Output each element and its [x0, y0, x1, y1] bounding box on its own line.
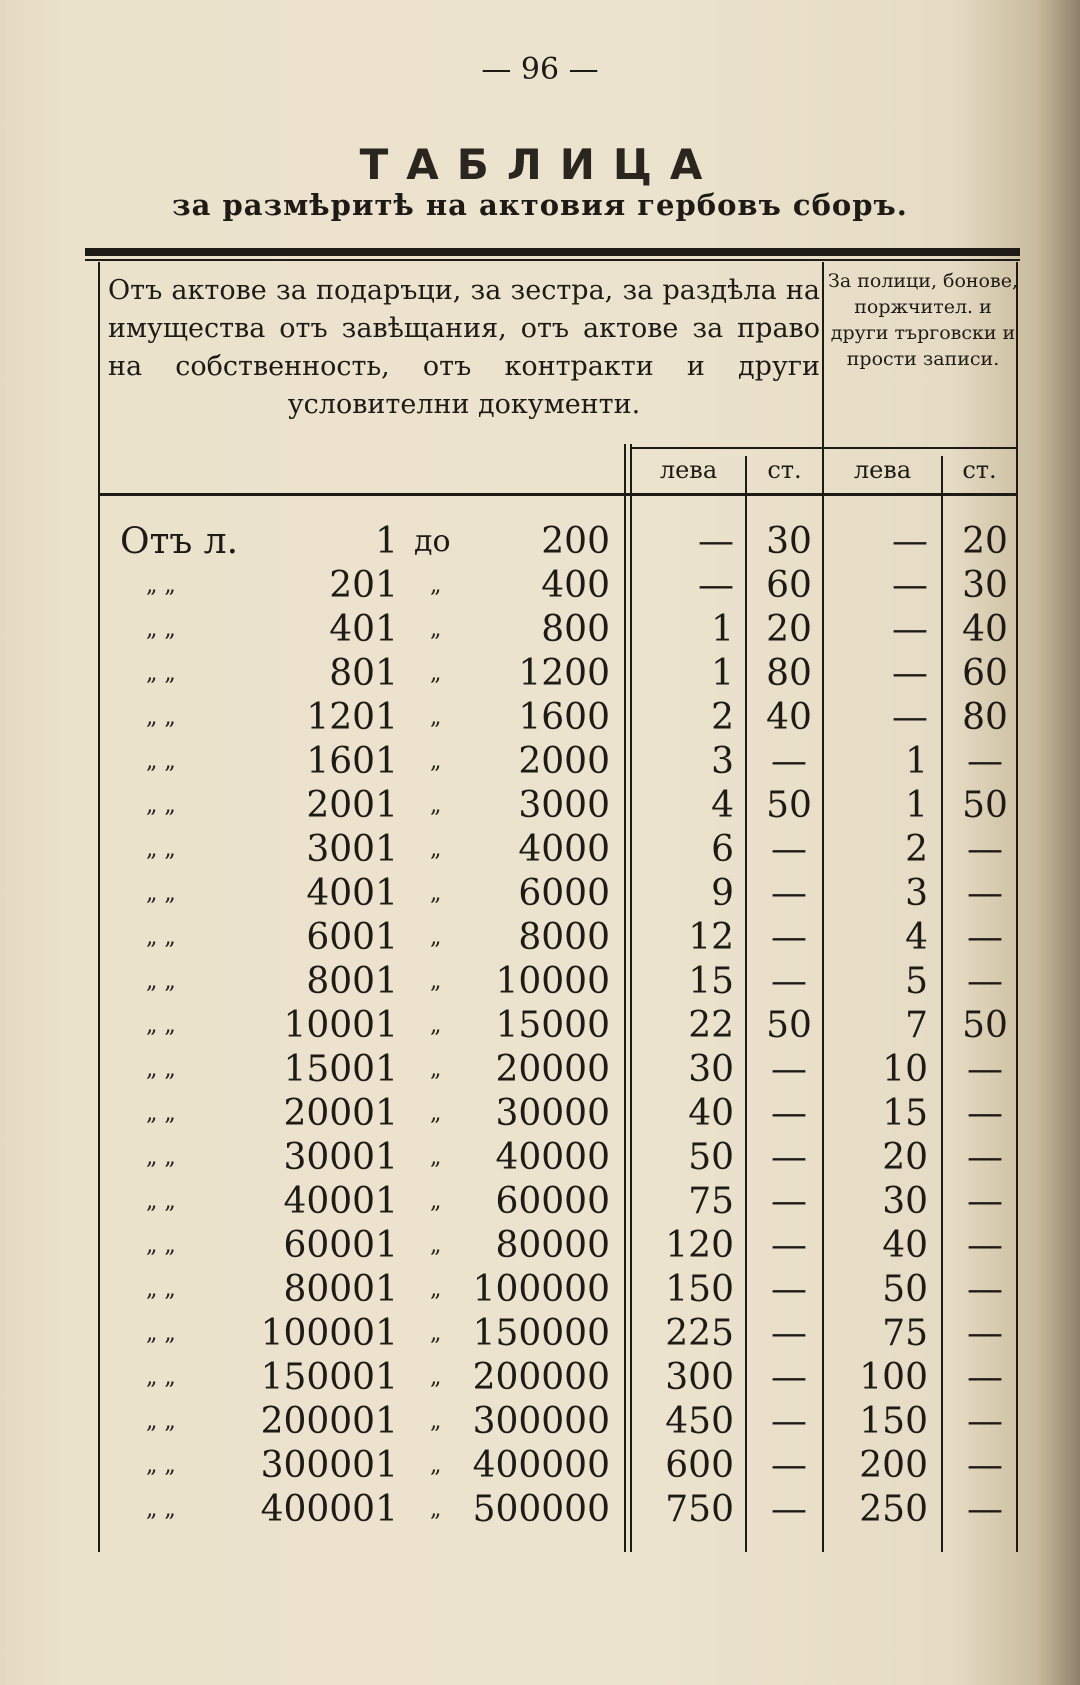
- bills-leva: —: [892, 609, 928, 650]
- header-side-description: За полици, бонове, поржчител. и други търговски и прости записи.: [828, 270, 1018, 370]
- row-label-ditto: „ „: [146, 1101, 176, 1126]
- acts-leva: 2: [711, 697, 734, 738]
- range-from: 20001: [283, 1093, 398, 1134]
- range-to: 1200: [518, 653, 610, 694]
- range-from: 200001: [260, 1401, 398, 1442]
- acts-leva: 1: [711, 653, 734, 694]
- table-row: [0, 564, 1080, 608]
- range-connector-ditto: „: [430, 1365, 442, 1390]
- range-to: 200: [541, 521, 610, 562]
- bills-leva: 50: [882, 1269, 928, 1310]
- acts-leva: 3: [711, 741, 734, 782]
- row-label-ditto: „ „: [146, 1057, 176, 1082]
- range-to: 6000: [518, 873, 610, 914]
- bills-leva: 150: [859, 1401, 928, 1442]
- range-connector-ditto: „: [430, 617, 442, 642]
- range-connector-ditto: „: [430, 1057, 442, 1082]
- row-label-ditto: „ „: [146, 1365, 176, 1390]
- acts-stotinki: —: [771, 1181, 807, 1222]
- row-label-ditto: „ „: [146, 617, 176, 642]
- range-from: 80001: [283, 1269, 398, 1310]
- range-connector-ditto: „: [430, 1101, 442, 1126]
- page-number: — 96 —: [481, 52, 599, 87]
- range-connector-ditto: „: [430, 1277, 442, 1302]
- acts-leva: 300: [665, 1357, 734, 1398]
- range-to: 150000: [472, 1313, 610, 1354]
- table-row: [0, 1400, 1080, 1444]
- acts-stotinki: —: [771, 1357, 807, 1398]
- range-to: 60000: [495, 1181, 610, 1222]
- range-connector-ditto: „: [430, 1145, 442, 1170]
- acts-stotinki: 30: [766, 521, 812, 562]
- bills-leva: 40: [882, 1225, 928, 1266]
- range-from: 8001: [306, 961, 398, 1002]
- range-from: 60001: [283, 1225, 398, 1266]
- bills-stotinki: —: [967, 1489, 1003, 1530]
- range-to: 400: [541, 565, 610, 606]
- bills-leva: 4: [905, 917, 928, 958]
- range-to: 1600: [518, 697, 610, 738]
- bills-leva: 30: [882, 1181, 928, 1222]
- acts-stotinki: 80: [766, 653, 812, 694]
- row-label-ditto: „ „: [146, 1233, 176, 1258]
- range-connector-ditto: „: [430, 793, 442, 818]
- range-from: 2001: [306, 785, 398, 826]
- bills-stotinki: —: [967, 1401, 1003, 1442]
- table-row: [0, 1136, 1080, 1180]
- range-connector-ditto: „: [430, 1321, 442, 1346]
- bills-leva: 15: [882, 1093, 928, 1134]
- row-label-ditto: „ „: [146, 705, 176, 730]
- acts-leva: 40: [688, 1093, 734, 1134]
- range-connector-ditto: „: [430, 837, 442, 862]
- bills-stotinki: —: [967, 917, 1003, 958]
- range-to: 200000: [472, 1357, 610, 1398]
- column-header-leva-2: лева: [853, 456, 912, 484]
- acts-stotinki: 40: [766, 697, 812, 738]
- acts-stotinki: —: [771, 917, 807, 958]
- page-title: ТАБЛИЦА: [359, 140, 721, 189]
- bills-leva: 250: [859, 1489, 928, 1530]
- acts-stotinki: —: [771, 873, 807, 914]
- bills-stotinki: —: [967, 1313, 1003, 1354]
- acts-leva: —: [698, 565, 734, 606]
- row-label-ditto: „ „: [146, 793, 176, 818]
- acts-leva: 600: [665, 1445, 734, 1486]
- bills-stotinki: —: [967, 1137, 1003, 1178]
- bills-leva: 20: [882, 1137, 928, 1178]
- bills-stotinki: 30: [962, 565, 1008, 606]
- row-label-ditto: „ „: [146, 1453, 176, 1478]
- range-from: 300001: [260, 1445, 398, 1486]
- table-row: [0, 1092, 1080, 1136]
- acts-stotinki: 60: [766, 565, 812, 606]
- bills-stotinki: —: [967, 1181, 1003, 1222]
- table-row: [0, 1004, 1080, 1048]
- bills-stotinki: 80: [962, 697, 1008, 738]
- bills-stotinki: 20: [962, 521, 1008, 562]
- bills-stotinki: 50: [962, 1005, 1008, 1046]
- bills-stotinki: —: [967, 1225, 1003, 1266]
- acts-leva: 9: [711, 873, 734, 914]
- acts-stotinki: —: [771, 1049, 807, 1090]
- table-row: [0, 1224, 1080, 1268]
- table-row: [0, 1312, 1080, 1356]
- row-label-ditto: „ „: [146, 1409, 176, 1434]
- range-connector-ditto: „: [430, 1013, 442, 1038]
- bills-stotinki: —: [967, 873, 1003, 914]
- range-to: 400000: [472, 1445, 610, 1486]
- range-connector-ditto: „: [430, 925, 442, 950]
- table-row: [0, 1180, 1080, 1224]
- range-from: 201: [329, 565, 398, 606]
- row-label-ditto: „ „: [146, 1013, 176, 1038]
- range-connector: до: [414, 524, 451, 559]
- acts-leva: 30: [688, 1049, 734, 1090]
- bills-stotinki: 50: [962, 785, 1008, 826]
- row-label-ditto: „ „: [146, 661, 176, 686]
- row-label: Отъ л.: [120, 521, 239, 562]
- range-from: 3001: [306, 829, 398, 870]
- acts-leva: 450: [665, 1401, 734, 1442]
- bills-leva: 3: [905, 873, 928, 914]
- bills-leva: 10: [882, 1049, 928, 1090]
- range-connector-ditto: „: [430, 1453, 442, 1478]
- header-description: Отъ актове за подаръци, за зестра, за раздѣла на имущества отъ завѣщания, отъ актове за право на собственность, отъ контракти и други условителни документи.: [108, 275, 820, 420]
- range-from: 40001: [283, 1181, 398, 1222]
- acts-leva: 22: [688, 1005, 734, 1046]
- table-row: [0, 1268, 1080, 1312]
- column-header-st-1: ст.: [767, 456, 802, 484]
- bills-leva: 200: [859, 1445, 928, 1486]
- range-from: 801: [329, 653, 398, 694]
- acts-leva: 12: [688, 917, 734, 958]
- range-connector-ditto: „: [430, 1189, 442, 1214]
- bills-stotinki: —: [967, 1093, 1003, 1134]
- range-to: 4000: [518, 829, 610, 870]
- row-label-ditto: „ „: [146, 881, 176, 906]
- range-to: 100000: [472, 1269, 610, 1310]
- header-bottom-rule: [100, 493, 1016, 496]
- column-header-st-2: ст.: [962, 456, 997, 484]
- row-label-ditto: „ „: [146, 1189, 176, 1214]
- acts-stotinki: —: [771, 1269, 807, 1310]
- bills-leva: —: [892, 653, 928, 694]
- range-from: 30001: [283, 1137, 398, 1178]
- acts-stotinki: 20: [766, 609, 812, 650]
- range-connector-ditto: „: [430, 705, 442, 730]
- bills-stotinki: —: [967, 961, 1003, 1002]
- bills-leva: 2: [905, 829, 928, 870]
- row-label-ditto: „ „: [146, 573, 176, 598]
- row-label-ditto: „ „: [146, 1145, 176, 1170]
- range-from: 400001: [260, 1489, 398, 1530]
- table-row: [0, 696, 1080, 740]
- acts-stotinki: 50: [766, 785, 812, 826]
- table-row: [0, 960, 1080, 1004]
- column-header-leva-1: лева: [659, 456, 718, 484]
- table-row: [0, 740, 1080, 784]
- acts-stotinki: —: [771, 1401, 807, 1442]
- range-to: 3000: [518, 785, 610, 826]
- bills-leva: 100: [859, 1357, 928, 1398]
- bills-leva: 1: [905, 785, 928, 826]
- range-to: 20000: [495, 1049, 610, 1090]
- row-label-ditto: „ „: [146, 969, 176, 994]
- row-label-ditto: „ „: [146, 837, 176, 862]
- bills-leva: 75: [882, 1313, 928, 1354]
- table-row: [0, 784, 1080, 828]
- bills-stotinki: —: [967, 1269, 1003, 1310]
- page-subtitle: за размѣритѣ на актовия гербовъ сборъ.: [172, 188, 908, 222]
- range-connector-ditto: „: [430, 573, 442, 598]
- range-connector-ditto: „: [430, 1497, 442, 1522]
- acts-leva: 4: [711, 785, 734, 826]
- range-from: 1201: [306, 697, 398, 738]
- range-from: 15001: [283, 1049, 398, 1090]
- bills-leva: —: [892, 565, 928, 606]
- bills-leva: 1: [905, 741, 928, 782]
- acts-leva: 120: [665, 1225, 734, 1266]
- bills-stotinki: —: [967, 829, 1003, 870]
- bills-leva: 7: [905, 1005, 928, 1046]
- acts-stotinki: —: [771, 1093, 807, 1134]
- range-to: 300000: [472, 1401, 610, 1442]
- range-from: 1: [375, 521, 398, 562]
- table-row: [0, 872, 1080, 916]
- table-row: [0, 828, 1080, 872]
- acts-stotinki: —: [771, 1313, 807, 1354]
- bills-leva: —: [892, 697, 928, 738]
- top-rule-thin: [85, 259, 1020, 261]
- range-to: 800: [541, 609, 610, 650]
- acts-leva: 6: [711, 829, 734, 870]
- range-to: 40000: [495, 1137, 610, 1178]
- bills-stotinki: —: [967, 1357, 1003, 1398]
- acts-leva: 1: [711, 609, 734, 650]
- range-to: 30000: [495, 1093, 610, 1134]
- bills-stotinki: —: [967, 1445, 1003, 1486]
- bills-stotinki: 60: [962, 653, 1008, 694]
- range-connector-ditto: „: [430, 661, 442, 686]
- table-row: [0, 1356, 1080, 1400]
- range-from: 6001: [306, 917, 398, 958]
- acts-stotinki: 50: [766, 1005, 812, 1046]
- bills-leva: 5: [905, 961, 928, 1002]
- range-to: 2000: [518, 741, 610, 782]
- acts-leva: 15: [688, 961, 734, 1002]
- range-from: 4001: [306, 873, 398, 914]
- acts-stotinki: —: [771, 1225, 807, 1266]
- acts-stotinki: —: [771, 961, 807, 1002]
- acts-stotinki: —: [771, 1445, 807, 1486]
- bills-stotinki: —: [967, 1049, 1003, 1090]
- range-connector-ditto: „: [430, 749, 442, 774]
- acts-leva: 50: [688, 1137, 734, 1178]
- row-label-ditto: „ „: [146, 1277, 176, 1302]
- table-row: [0, 520, 1080, 564]
- top-rule-thick: [85, 248, 1020, 256]
- acts-leva: 150: [665, 1269, 734, 1310]
- acts-stotinki: —: [771, 1489, 807, 1530]
- range-connector-ditto: „: [430, 969, 442, 994]
- range-from: 10001: [283, 1005, 398, 1046]
- row-label-ditto: „ „: [146, 1497, 176, 1522]
- range-to: 15000: [495, 1005, 610, 1046]
- table-row: [0, 1048, 1080, 1092]
- acts-leva: 750: [665, 1489, 734, 1530]
- acts-stotinki: —: [771, 741, 807, 782]
- unit-header-rule-top: [632, 447, 1016, 449]
- range-to: 80000: [495, 1225, 610, 1266]
- range-to: 8000: [518, 917, 610, 958]
- acts-leva: —: [698, 521, 734, 562]
- range-to: 500000: [472, 1489, 610, 1530]
- acts-stotinki: —: [771, 1137, 807, 1178]
- range-to: 10000: [495, 961, 610, 1002]
- row-label-ditto: „ „: [146, 925, 176, 950]
- table-row: [0, 608, 1080, 652]
- table-row: [0, 916, 1080, 960]
- range-from: 100001: [260, 1313, 398, 1354]
- range-from: 1601: [306, 741, 398, 782]
- table-row: [0, 652, 1080, 696]
- range-from: 401: [329, 609, 398, 650]
- bills-leva: —: [892, 521, 928, 562]
- bills-stotinki: 40: [962, 609, 1008, 650]
- range-connector-ditto: „: [430, 881, 442, 906]
- range-from: 150001: [260, 1357, 398, 1398]
- row-label-ditto: „ „: [146, 1321, 176, 1346]
- row-label-ditto: „ „: [146, 749, 176, 774]
- table-row: [0, 1444, 1080, 1488]
- table-row: [0, 1488, 1080, 1532]
- acts-stotinki: —: [771, 829, 807, 870]
- bills-stotinki: —: [967, 741, 1003, 782]
- acts-leva: 225: [665, 1313, 734, 1354]
- acts-leva: 75: [688, 1181, 734, 1222]
- range-connector-ditto: „: [430, 1409, 442, 1434]
- range-connector-ditto: „: [430, 1233, 442, 1258]
